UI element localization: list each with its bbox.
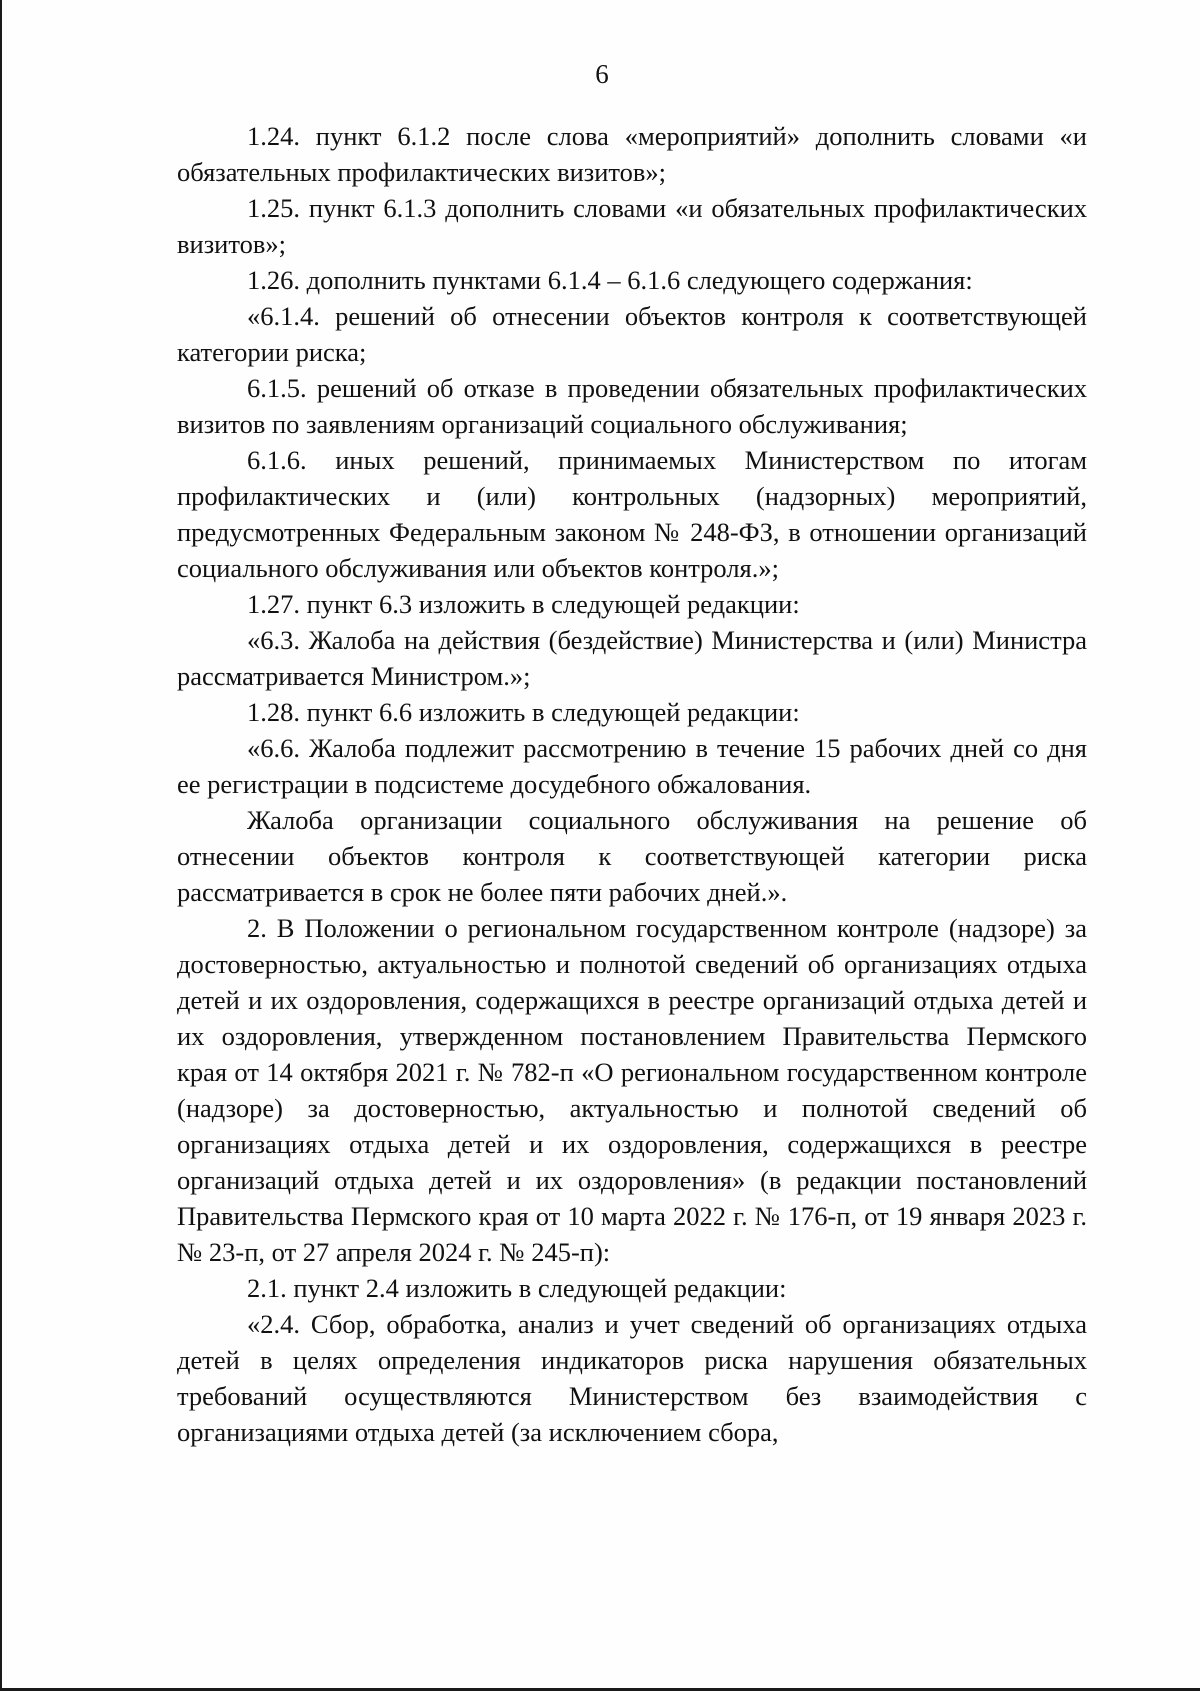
paragraph-6-6: «6.6. Жалоба подлежит рассмотрению в течение 15 рабочих дней со дня ее регистрации в подсистеме досудебного обжалования. xyxy=(177,733,1087,799)
document-body xyxy=(177,118,1087,1450)
paragraph-2-4: «2.4. Сбор, обработка, анализ и учет сведений об организациях отдыха детей в целях определения индикаторов риска нарушения обязательных требований осуществляются Министерством без взаимодействия с организациями отдыха детей (за исключением сбора, xyxy=(177,1309,1087,1447)
page-number: 6 xyxy=(595,59,609,89)
paragraph-complaint-risk: Жалоба организации социального обслуживания на решение об отнесении объектов контроля к соответствующей категории риска рассматривается в срок не более пяти рабочих дней.». xyxy=(177,805,1087,907)
paragraph-1-25: 1.25. пункт 6.1.3 дополнить словами «и обязательных профилактических визитов»; xyxy=(177,193,1087,259)
paragraph-1-26: 1.26. дополнить пунктами 6.1.4 – 6.1.6 следующего содержания: xyxy=(247,265,973,295)
paragraph-6-1-4: «6.1.4. решений об отнесении объектов контроля к соответствующей категории риска; xyxy=(177,301,1087,367)
paragraph-2: 2. В Положении о региональном государственном контроле (надзоре) за достоверностью, актуальностью и полнотой сведений об организациях отдыха детей и их оздоровления, содержащихся в реестре организаций отдыха детей и их оздоровления, утвержденном постановлением Правительства Пермского края от 14 октября 2021 г. № 782-п «О региональном государственном контроле (надзоре) за достоверностью, актуальностью и полнотой сведений об организациях отдыха детей и их оздоровления, содержащихся в реестре организаций отдыха детей и их оздоровления» (в редакции постановлений Правительства Пермского края от 10 марта 2022 г. № 176-п, от 19 января 2023 г. № 23-п, от 27 апреля 2024 г. № 245-п): xyxy=(177,913,1087,1267)
paragraph-6-3: «6.3. Жалоба на действия (бездействие) Министерства и (или) Министра рассматривается Министром.»; xyxy=(177,625,1087,691)
paragraph-6-1-5: 6.1.5. решений об отказе в проведении обязательных профилактических визитов по заявлениям организаций социального обслуживания; xyxy=(177,373,1087,439)
paragraph-6-1-6: 6.1.6. иных решений, принимаемых Министерством по итогам профилактических и (или) контрольных (надзорных) мероприятий, предусмотренных Федеральным законом № 248-ФЗ, в отношении организаций социального обслуживания или объектов контроля.»; xyxy=(177,445,1087,583)
paragraph-1-24: 1.24. пункт 6.1.2 после слова «мероприятий» дополнить словами «и обязательных профилактических визитов»; xyxy=(177,121,1087,187)
paragraph-2-1: 2.1. пункт 2.4 изложить в следующей редакции: xyxy=(247,1273,787,1303)
paragraph-1-27: 1.27. пункт 6.3 изложить в следующей редакции: xyxy=(247,589,800,619)
paragraph-1-28: 1.28. пункт 6.6 изложить в следующей редакции: xyxy=(247,697,800,727)
